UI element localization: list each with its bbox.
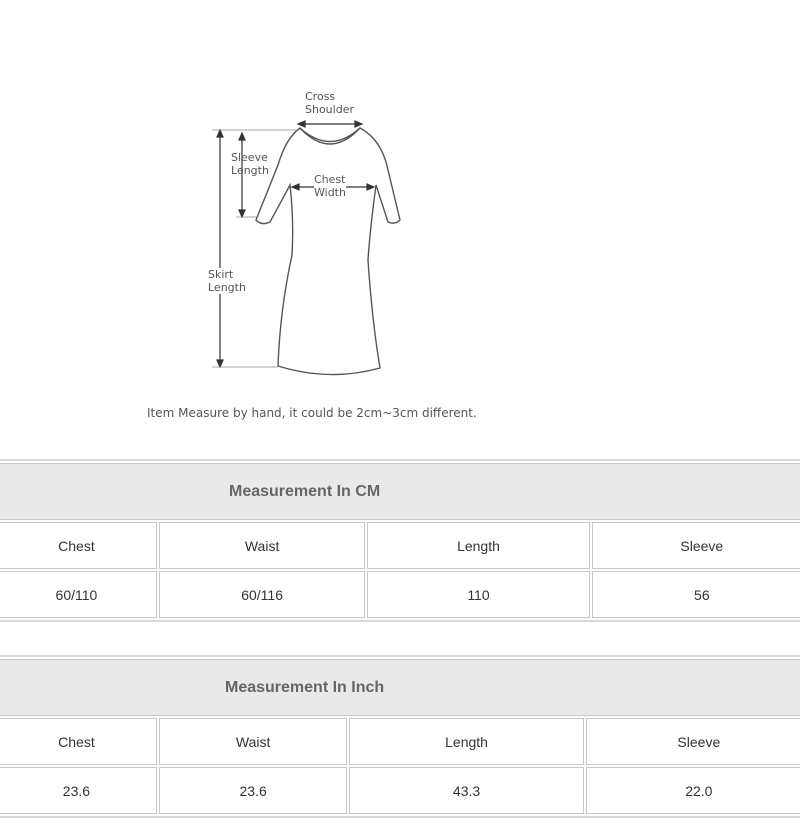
- value-waist: 23.6: [159, 767, 348, 814]
- value-length: 43.3: [349, 767, 583, 814]
- skirt-length-label: Skirt Length: [208, 268, 246, 294]
- value-waist: 60/116: [159, 571, 365, 618]
- header-sleeve: Sleeve: [586, 718, 800, 765]
- header-chest: Chest: [0, 718, 157, 765]
- header-sleeve: Sleeve: [592, 522, 800, 569]
- value-length: 110: [367, 571, 589, 618]
- table-row: [0, 571, 800, 618]
- value-chest: 60/110: [0, 571, 157, 618]
- measurement-note: Item Measure by hand, it could be 2cm~3cm different.: [147, 406, 477, 420]
- chest-width-label: Chest Width: [314, 173, 346, 199]
- table-row: [0, 767, 800, 814]
- header-chest: Chest: [0, 522, 157, 569]
- header-length: Length: [367, 522, 589, 569]
- header-waist: Waist: [159, 522, 365, 569]
- table-header-row: [0, 522, 800, 569]
- table-header-row: [0, 718, 800, 765]
- sleeve-length-label: Sleeve Length: [231, 151, 269, 177]
- value-sleeve: 56: [592, 571, 800, 618]
- measurement-table-cm: [0, 459, 800, 622]
- value-sleeve: 22.0: [586, 767, 800, 814]
- table-title-cm: Measurement In CM: [0, 463, 800, 520]
- measurement-table-inch: [0, 655, 800, 818]
- header-length: Length: [349, 718, 583, 765]
- value-chest: 23.6: [0, 767, 157, 814]
- cross-shoulder-label: Cross Shoulder: [305, 90, 354, 116]
- header-waist: Waist: [159, 718, 348, 765]
- table-title-inch: Measurement In Inch: [0, 659, 800, 716]
